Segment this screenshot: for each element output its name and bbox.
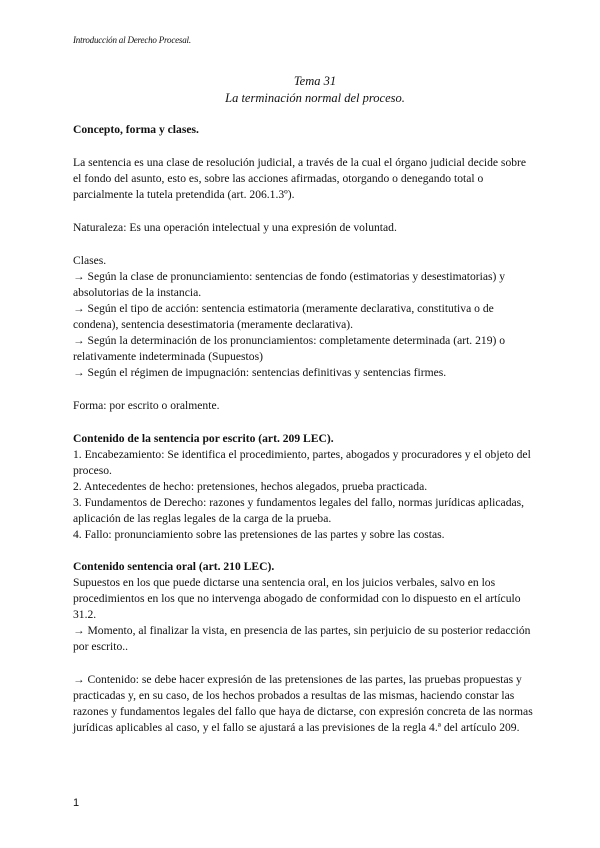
running-header: Introducción al Derecho Procesal. — [73, 35, 191, 45]
section-heading-concepto: Concepto, forma y clases. — [73, 123, 199, 136]
list-item: → Según la determinación de los pronunciamientos: completamente determinada (art. 219) o relativamente indeterminada (Supuestos) — [73, 334, 506, 363]
section-heading-oral: Contenido sentencia oral (art. 210 LEC). — [73, 560, 275, 573]
sentencia-definition: La sentencia es una clase de resolución judicial, a través de la cual el órgano judicial decide sobre el fondo del asunto, esto es, sobre las acciones afirmadas, otorgando o denegando total o parcialmente la tutela pretendida (art. 206.1.3º). — [73, 156, 527, 201]
contenido-paragraph: → Contenido: se debe hacer expresión de las pretensiones de las partes, las pruebas propuestas y practicadas y, en su caso, de los hechos probados a resultas de las mismas, haciendo constar las razones y fundamentos legales del fallo que haya de dictarse, con expresión concreta de las normas jurídicas aplicables al caso, y el fallo se ajustará a las previsiones de la regla 4.ª del artículo 209. — [73, 673, 533, 734]
page-number: 1 — [73, 797, 80, 809]
topic-subtitle: La terminación normal del proceso. — [225, 91, 405, 105]
list-item: 2. Antecedentes de hecho: pretensiones, hechos alegados, prueba practicada. — [73, 480, 428, 493]
naturaleza-paragraph: Naturaleza: Es una operación intelectual y una expresión de voluntad. — [73, 221, 397, 234]
document-title — [0, 73, 600, 107]
topic-number: Tema 31 — [293, 74, 337, 88]
list-item: 4. Fallo: pronunciamiento sobre las pretensiones de las partes y sobre las costas. — [73, 528, 445, 541]
list-item: 3. Fundamentos de Derecho: razones y fundamentos legales del fallo, normas jurídicas aplicadas, aplicación de las reglas legales de la carga de la prueba. — [73, 496, 525, 525]
clases-label: Clases. — [73, 254, 107, 267]
list-item: → Según el tipo de acción: sentencia estimatoria (meramente declarativa, constitutiva o de condena), sentencia desestimatoria (meramente declarativa). — [73, 302, 494, 331]
oral-intro-paragraph: Supuestos en los que puede dictarse una sentencia oral, en los juicios verbales, salvo en los procedimientos en los que no intervenga abogado de conformidad con lo dispuesto en el artículo 31.2. — [73, 576, 521, 621]
forma-paragraph: Forma: por escrito o oralmente. — [73, 399, 220, 412]
document-body — [73, 122, 533, 736]
list-item: 1. Encabezamiento: Se identifica el procedimiento, partes, abogados y procuradores y el objeto del proceso. — [73, 448, 531, 477]
momento-paragraph: → Momento, al finalizar la vista, en presencia de las partes, sin perjuicio de su posterior redacción por escrito.. — [73, 624, 531, 653]
list-item: → Según el régimen de impugnación: sentencias definitivas y sentencias firmes. — [73, 366, 447, 379]
list-item: → Según la clase de pronunciamiento: sentencias de fondo (estimatorias y desestimatorias) y absolutorias de la instancia. — [73, 270, 506, 299]
section-heading-escrito: Contenido de la sentencia por escrito (art. 209 LEC). — [73, 432, 334, 445]
